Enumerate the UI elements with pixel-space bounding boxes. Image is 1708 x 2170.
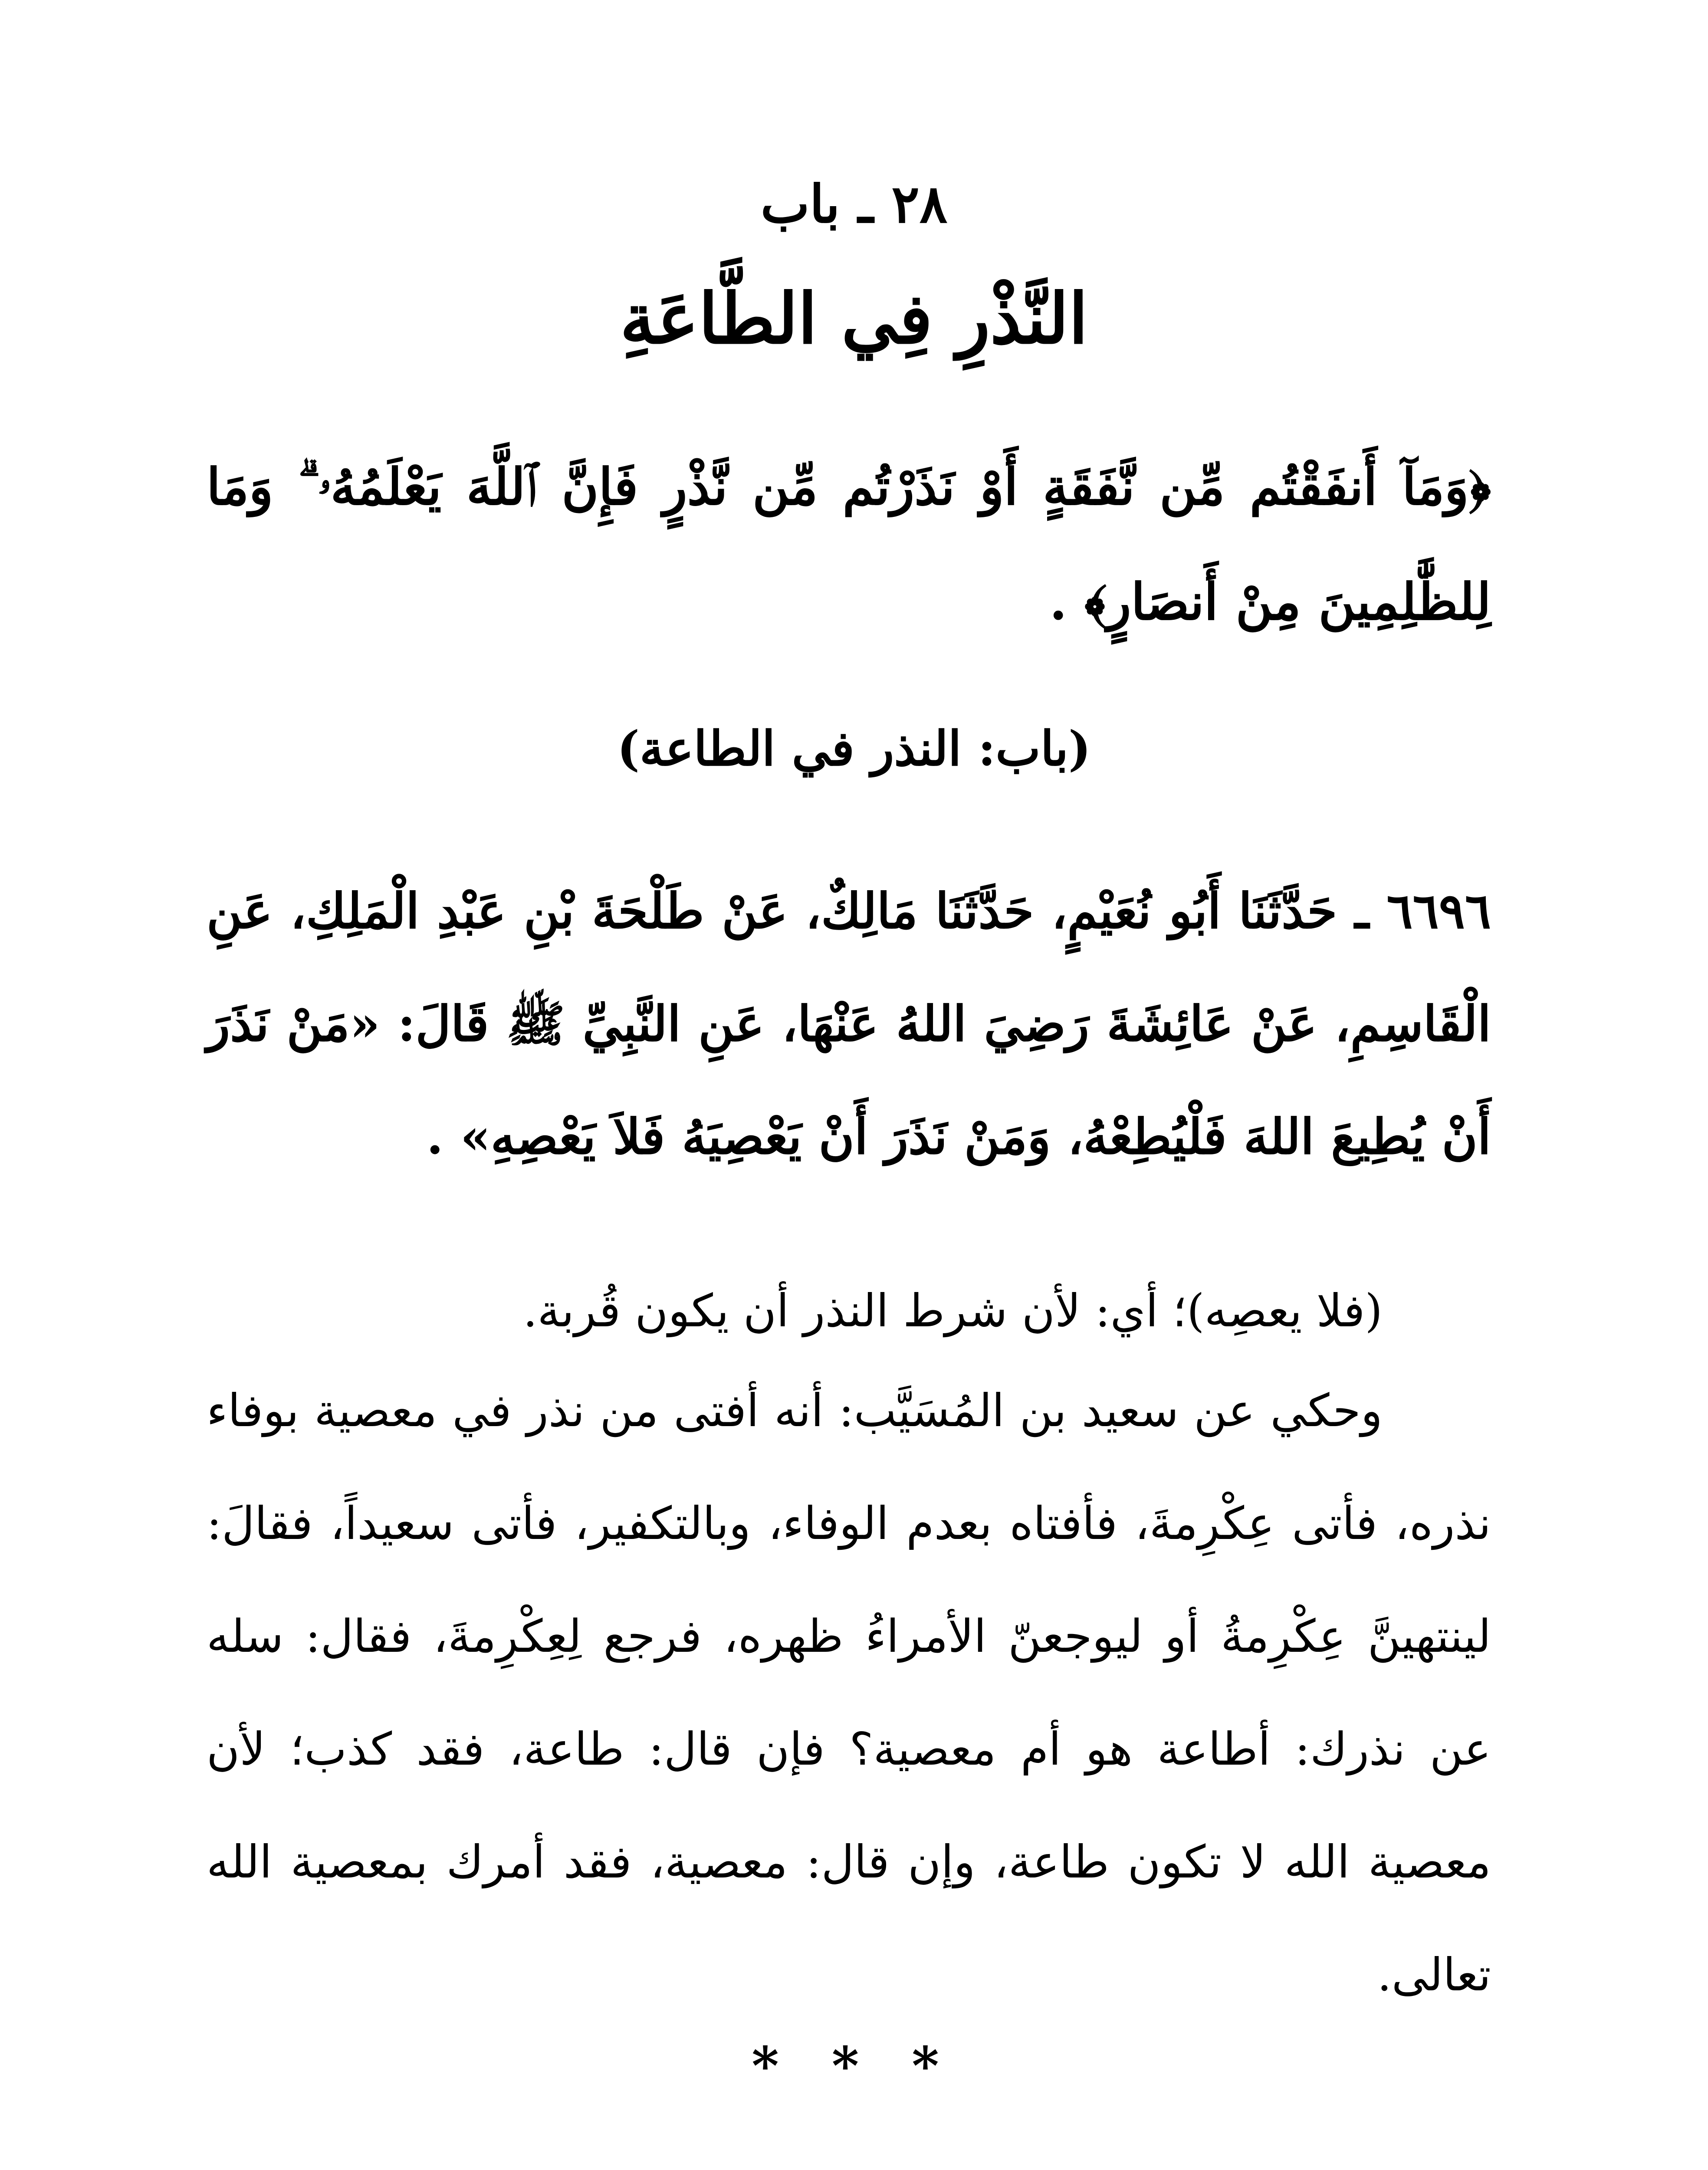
section-sub-heading: (باب: النذر في الطاعة) bbox=[617, 720, 1091, 776]
commentary-paragraph bbox=[207, 1254, 1491, 1367]
quran-verse: ﴿وَمَآ أَنفَقْتُم مِّن نَّفَقَةٍ أَوْ نَذَرْتُم مِّن نَّذْرٍ فَإِنَّ ٱللَّهَ يَعْلَمُهُۥ ۗ وَمَا لِلظَّٰلِمِينَ مِنْ أَنصَارٍ﴾ . bbox=[207, 457, 1491, 631]
commentary-text: وحكي عن سعيد بن المُسَيَّب: أنه أفتى من نذر في معصية بوفاء نذره، فأتى عِكْرِمةَ، فأفتاه بعدم الوفاء، وبالتكفير، فأتى سعيداً، فقالَ: لينتهينَّ عِكْرِمةُ أو ليوجعنّ الأمراءُ ظهره، فرجع لِعِكْرِمةَ، فقال: سله عن نذرك: أطاعة هو أم معصية؟ فإن قال: طاعة، فقد كذب؛ لأن معصية الله لا تكون طاعة، وإن قال: معصية، فقد أمرك بمعصية الله تعالى. bbox=[207, 1384, 1491, 2001]
commentary-text: (فلا يعصِه)؛ أي: لأن شرط النذر أن يكون قُربة. bbox=[523, 1284, 1383, 1337]
section-separator: * * * bbox=[752, 2035, 956, 2097]
hadith-text: ٦٦٩٦ ـ حَدَّثَنَا أَبُو نُعَيْمٍ، حَدَّثَنَا مَالِكٌ، عَنْ طَلْحَةَ بْنِ عَبْدِ الْمَلِكِ، عَنِ الْقَاسِمِ، عَنْ عَائِشَةَ رَضِيَ اللهُ عَنْهَا، عَنِ النَّبِيِّ ﷺ قَالَ: «مَنْ نَذَرَ أَنْ يُطِيعَ اللهَ فَلْيُطِعْهُ، وَمَنْ نَذَرَ أَنْ يَعْصِيَهُ فَلاَ يَعْصِهِ» . bbox=[207, 883, 1491, 1165]
chapter-title: النَّذْرِ فِي الطَّاعَةِ bbox=[620, 278, 1088, 359]
chapter-number: ٢٨ ـ باب bbox=[760, 174, 948, 235]
commentary-paragraph bbox=[207, 1354, 1491, 2031]
